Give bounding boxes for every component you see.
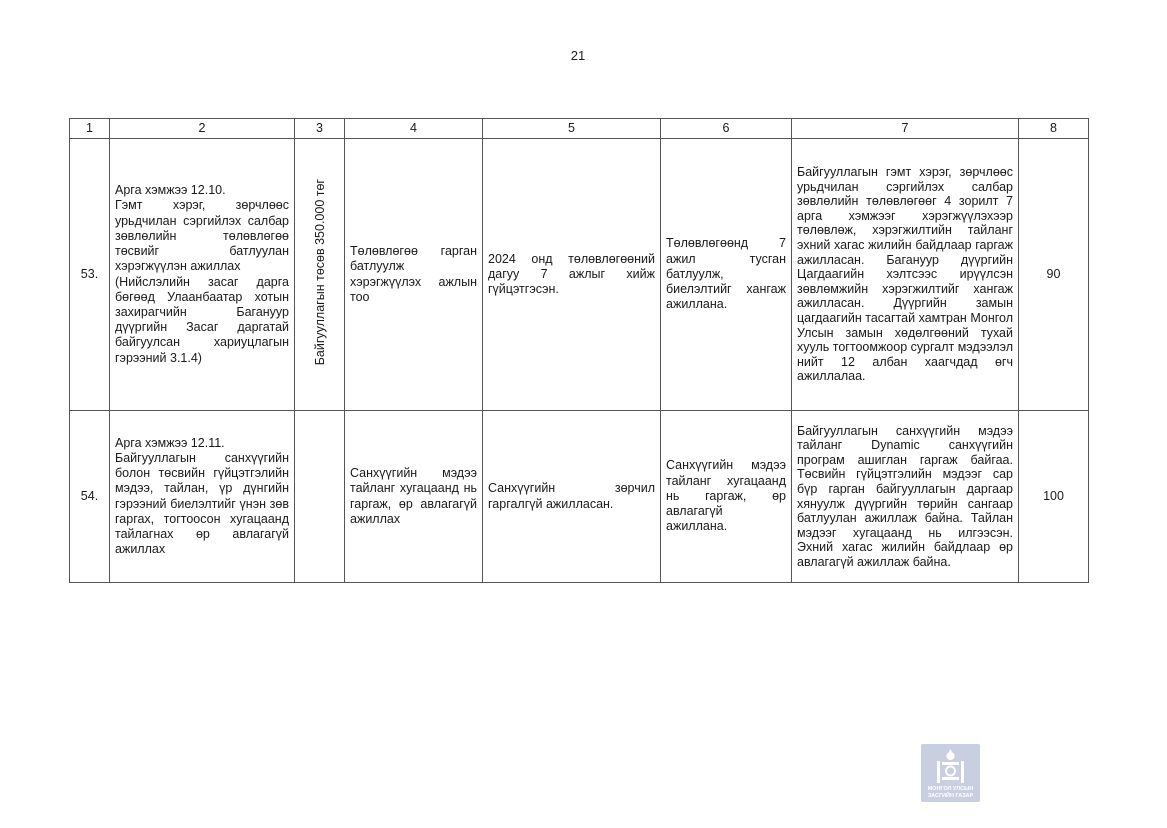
measure-text: Гэмт хэрэг, зөрчлөөс урьдчилан сэргийлэх салбар зөвлөлийн төлөвлөгөө төсвийг батлуулан хэрэгжүүлэн ажиллах: [115, 198, 289, 274]
budget-cell: [295, 139, 345, 411]
budget-text: Байгууллагын төсөв 350.000 төг: [312, 179, 327, 366]
header-row: [70, 119, 1089, 139]
indicator-cell: Төлөвлөгөө гарган батлуулж хэрэгжүүлэх ажлын тоо: [345, 139, 483, 411]
budget-cell: [295, 411, 345, 583]
row-number: 53.: [70, 139, 110, 411]
column-header: 4: [345, 119, 483, 139]
measure-cell: [110, 139, 295, 411]
report-table: [69, 118, 1089, 583]
column-header: 6: [661, 119, 792, 139]
seal-text-line2: ЗАСГИЙН ГАЗАР: [927, 793, 974, 799]
measure-cell: [110, 411, 295, 583]
column-header: 7: [792, 119, 1019, 139]
column-header: 3: [295, 119, 345, 139]
column-header: 8: [1019, 119, 1089, 139]
table-row: [70, 139, 1089, 411]
column-header: 2: [110, 119, 295, 139]
table-row: [70, 411, 1089, 583]
measure-title: Арга хэмжээ 12.10.: [115, 183, 226, 198]
target-cell: Санхүүгийн мэдээ тайланг хугацаанд нь гаргаж, өр авлагагүй ажиллана.: [661, 411, 792, 583]
measure-text: Байгууллагын санхүүгийн болон төсвийн гүйцэтгэлийн мэдээ, тайлан, үр дүнгийн гэрээний биелэлтийг үнэн зөв гаргах, тогтоосон хугацаанд тайлагнах өр авлагагүй ажиллах: [115, 450, 289, 557]
seal-text-line1: МОНГОЛ УЛСЫН: [927, 786, 974, 792]
indicator-cell: Санхүүгийн мэдээ тайланг хугацаанд нь гаргаж, өр авлагагүй ажиллах: [345, 411, 483, 583]
column-header: 5: [483, 119, 661, 139]
measure-reference: (Нийслэлийн засаг дарга бөгөөд Улаанбаатар хотын захирагчийн Багануур дүүргийн Засаг даргатай байгуулсан хариуцлагын гэрээний 3.1.4): [115, 274, 289, 365]
government-seal: [921, 744, 980, 802]
result-cell: Байгууллагын санхүүгийн мэдээ тайланг Dynamic санхүүгийн програм ашиглан гаргаж байгаа. Төсвийн гүйцэтгэлийн мэдээг сар бүр гарган байгууллагын даргаар хянуулж дүүргийн төрийн сангаар батлуулан ажиллаж байна. Тайлан мэдээг хугацаанд нь илгээсэн. Эхний хагас жилийн байдлаар өр авлагагүй ажиллаж байна.: [792, 411, 1019, 583]
column-header: 1: [70, 119, 110, 139]
baseline-cell: 2024 онд төлөвлөгөөний дагуу 7 ажлыг хийж гүйцэтгэсэн.: [483, 139, 661, 411]
page-number: 21: [570, 48, 586, 63]
target-cell: Төлөвлөгөөнд 7 ажил тусган батлуулж, биелэлтийг хангаж ажиллана.: [661, 139, 792, 411]
baseline-cell: Санхүүгийн зөрчил гаргалгүй ажилласан.: [483, 411, 661, 583]
score-cell: 100: [1019, 411, 1089, 583]
score-cell: 90: [1019, 139, 1089, 411]
measure-title: Арга хэмжээ 12.11.: [115, 435, 225, 450]
row-number: 54.: [70, 411, 110, 583]
result-cell: Байгууллагын гэмт хэрэг, зөрчлөөс урьдчилан сэргийлэх салбар зөвлөлийн төлөвлөгөөг 4 зорилт 7 арга хэмжээг хэрэгжүүлэхээр төлөвлөж, хэрэгжилтийн тайланг эхний хагас жилийн байдлаар гаргаж ажилласан. Багануур дүүргийн Цагдаагийн хэлтсээс ирүүлсэн зөвлөмжийн хэрэгжилтийг хангаж ажилласан. Дүүргийн замын цагдаагийн тасагтай хамтран Монгол Улсын замын хөдөлгөөний тухай хууль тогтоомжоор сургалт мэдээлэл нийт 12 албан хаагчдад өгч ажиллалаа.: [792, 139, 1019, 411]
